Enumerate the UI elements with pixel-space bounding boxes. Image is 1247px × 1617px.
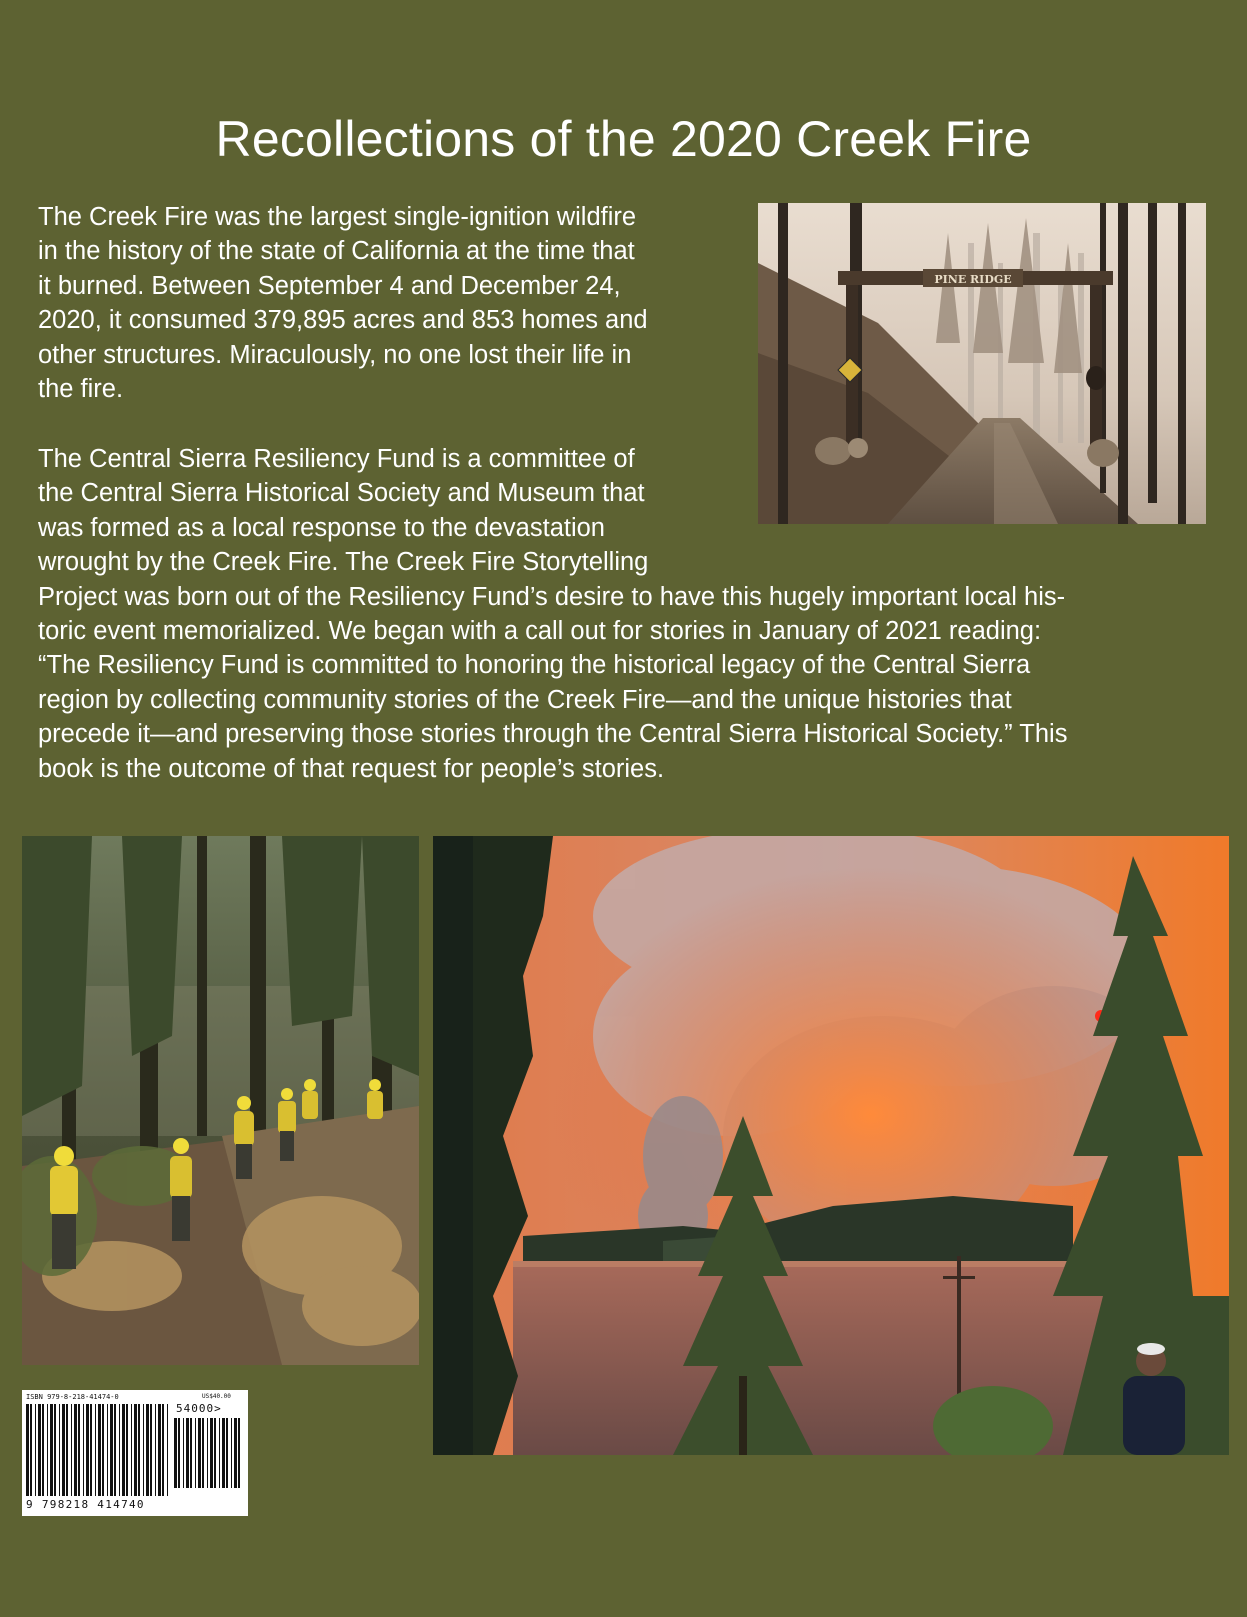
barcode-bar	[226, 1418, 228, 1488]
text-line: other structures. Miraculously, no one lost their life in	[38, 340, 632, 369]
isbn-barcode	[22, 1390, 248, 1516]
barcode-bar	[214, 1418, 216, 1488]
barcode-bar	[66, 1404, 68, 1496]
text-line: book is the outcome of that request for people’s stories.	[38, 754, 665, 783]
barcode-bar	[83, 1404, 84, 1496]
price-barcode-bars	[174, 1418, 242, 1488]
barcode-bar	[54, 1404, 56, 1496]
barcode-bar	[186, 1418, 189, 1488]
barcode-bar	[126, 1404, 128, 1496]
barcode-bar	[38, 1404, 41, 1496]
barcode-bar	[86, 1404, 89, 1496]
barcode-bar	[219, 1418, 220, 1488]
text-line: was formed as a local response to the devastation	[38, 513, 605, 542]
lake-fire-photo	[433, 836, 1229, 1455]
barcode-bar	[207, 1418, 208, 1488]
text-line: The Creek Fire was the largest single-ignition wildfire	[38, 203, 637, 231]
text-line: 2020, it consumed 379,895 acres and 853 homes and	[38, 306, 648, 335]
barcode-bar	[42, 1404, 44, 1496]
barcode-bar	[195, 1418, 196, 1488]
text-line: toric event memorialized. We began with a call out for stories in January of 2021 reading:	[38, 617, 1042, 646]
barcode-bar	[62, 1404, 65, 1496]
isbn-label: ISBN 979-8-218-41474-0	[26, 1393, 119, 1401]
barcode-bar	[131, 1404, 132, 1496]
barcode-bar	[210, 1418, 213, 1488]
barcode-digits: 9 798218 414740	[26, 1498, 145, 1511]
barcode-bar	[183, 1418, 184, 1488]
price-label: US$40.00	[202, 1393, 231, 1400]
barcode-bar	[26, 1404, 29, 1496]
barcode-bar	[134, 1404, 137, 1496]
barcode-bar	[47, 1404, 48, 1496]
barcode-bar	[238, 1418, 240, 1488]
text-line: region by collecting community stories of the Creek Fire—and the unique histories that	[38, 685, 1012, 714]
intro-paragraph	[38, 200, 738, 406]
barcode-bar	[174, 1418, 177, 1488]
barcode-bar	[74, 1404, 77, 1496]
text-line: Project was born out of the Resiliency Fund’s desire to have this hugely important local his-	[38, 582, 1066, 611]
barcode-bar	[146, 1404, 149, 1496]
barcode-bar	[35, 1404, 36, 1496]
barcode-bar	[30, 1404, 32, 1496]
barcode-bar	[98, 1404, 101, 1496]
barcode-bar	[119, 1404, 120, 1496]
text-line: the Central Sierra Historical Society and Museum that	[38, 479, 645, 508]
text-line: in the history of the state of California at the time that	[38, 237, 635, 266]
barcode-bar	[202, 1418, 204, 1488]
barcode-bar	[162, 1404, 164, 1496]
text-line: The Central Sierra Resiliency Fund is a committee of	[38, 445, 635, 473]
barcode-bar	[59, 1404, 60, 1496]
barcode-bar	[107, 1404, 108, 1496]
barcode-bar	[178, 1418, 180, 1488]
text-line: the fire.	[38, 375, 124, 404]
gate-road-photo	[758, 203, 1206, 524]
text-line: it burned. Between September 4 and December 24,	[38, 271, 621, 300]
price-code: 54000>	[176, 1402, 222, 1415]
gate-sign-text: PINE RIDGE	[934, 273, 1012, 286]
barcode-bar	[158, 1404, 161, 1496]
barcode-bar	[234, 1418, 237, 1488]
barcode-bar	[222, 1418, 225, 1488]
barcode-bar	[138, 1404, 140, 1496]
barcode-bar	[150, 1404, 152, 1496]
text-line: precede it—and preserving those stories through the Central Sierra Historical Society.” This	[38, 720, 1068, 749]
barcode-bar	[231, 1418, 232, 1488]
barcode-bar	[167, 1404, 168, 1496]
text-line: wrought by the Creek Fire. The Creek Fire Storytelling	[38, 548, 649, 577]
barcode-bar	[71, 1404, 72, 1496]
barcode-bar	[50, 1404, 53, 1496]
barcode-bar	[90, 1404, 92, 1496]
cover-title: Recollections of the 2020 Creek Fire	[215, 111, 1032, 167]
barcode-bar	[78, 1404, 80, 1496]
fire-crew-photo	[22, 836, 419, 1365]
barcode-bar	[102, 1404, 104, 1496]
barcode-bar	[198, 1418, 201, 1488]
barcode-bar	[95, 1404, 96, 1496]
barcode-bar	[155, 1404, 156, 1496]
text-line: “The Resiliency Fund is committed to honoring the historical legacy of the Central Sierra	[38, 651, 1031, 680]
barcode-bars	[26, 1404, 170, 1496]
barcode-bar	[143, 1404, 144, 1496]
barcode-bar	[114, 1404, 116, 1496]
barcode-bar	[110, 1404, 113, 1496]
barcode-bar	[190, 1418, 192, 1488]
barcode-bar	[122, 1404, 125, 1496]
